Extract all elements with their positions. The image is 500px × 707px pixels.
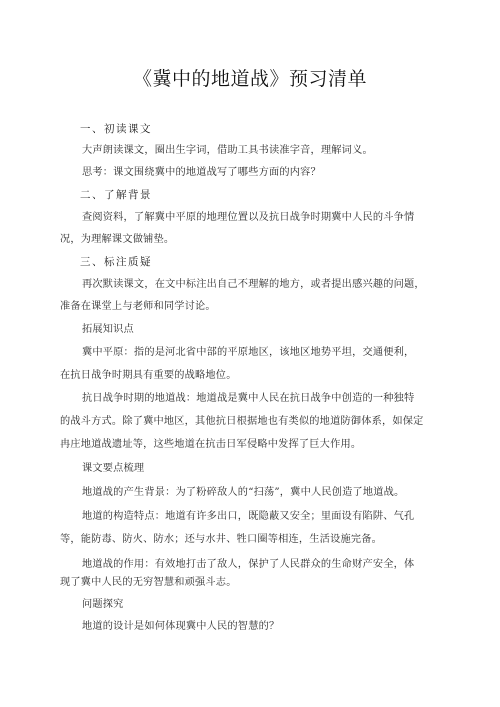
paragraph-line: 冉庄地道战遗址等，这些地道在抗击日军侵略中发挥了巨大作用。 [60, 439, 362, 450]
document-title: 《冀中的地道战》预习清单 [132, 68, 367, 90]
section-heading-inquiry: 问题探究 [82, 599, 124, 610]
paragraph-line: 查阅资料，了解冀中平原的地理位置以及抗日战争时期冀中人民的斗争情 [82, 212, 415, 223]
paragraph-line: 抗日战争时期的地道战：地道战是冀中人民在抗日战争中创造的一种独特 [82, 393, 415, 404]
paragraph-line: 现了冀中人民的无穷智慧和顽强斗志。 [60, 577, 237, 588]
paragraph-line: 地道战的产生背景：为了粉碎敌人的“扫荡”，冀中人民创造了地道战。 [82, 487, 405, 498]
paragraph-line: 地道的设计是如何体现冀中人民的智慧的？ [82, 621, 280, 632]
paragraph-line: 在抗日战争时期具有重要的战略地位。 [60, 370, 237, 381]
paragraph-line: 等，能防毒、防火、防水；还与水井、牲口圈等相连，生活设施完备。 [60, 534, 383, 545]
section-heading-questions: 三、标注质疑 [80, 256, 152, 268]
paragraph-line: 冀中平原：指的是河北省中部的平原地区，该地区地势平坦，交通便利， [82, 347, 415, 358]
paragraph-line: 思考：课文围绕冀中的地道战写了哪些方面的内容？ [82, 167, 321, 178]
section-heading-extended-knowledge: 拓展知识点 [82, 324, 134, 335]
section-heading-first-reading: 一、初读课文 [80, 123, 152, 135]
paragraph-line: 大声朗读课文，圈出生字词，借助工具书读准字音，理解词义。 [82, 145, 373, 156]
paragraph-line: 准备在课堂上与老师和同学讨论。 [60, 301, 216, 312]
paragraph-line: 地道战的作用：有效地打击了敌人，保护了人民群众的生命财产安全，体 [82, 559, 415, 570]
paragraph-line: 地道的构造特点：地道有许多出口，既隐蔽又安全；里面设有陷阱、气孔 [82, 511, 415, 522]
paragraph-line: 的战斗方式。除了冀中地区，其他抗日根据地也有类似的地道防御体系，如保定 [60, 416, 424, 427]
section-heading-background: 二、了解背景 [80, 189, 152, 201]
section-heading-key-points: 课文要点梳理 [82, 463, 145, 474]
paragraph-line: 再次默读课文，在文中标注出自己不理解的地方，或者提出感兴趣的问题， [82, 279, 425, 290]
paragraph-line: 况，为理解课文做铺垫。 [60, 234, 175, 245]
